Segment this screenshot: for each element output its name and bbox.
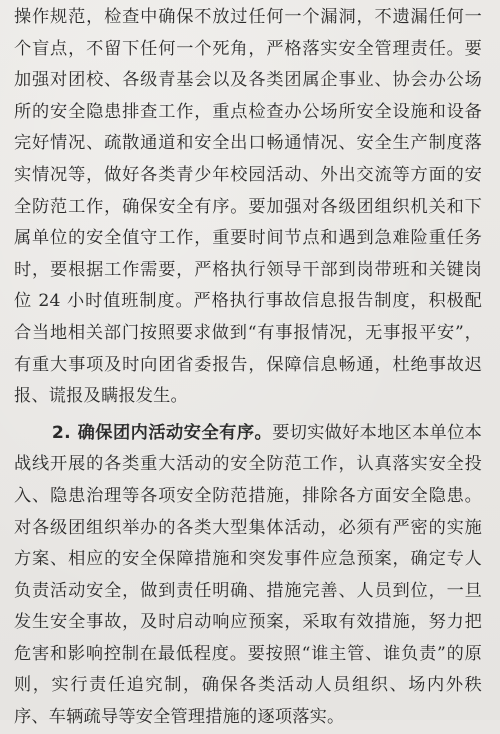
body-paragraph-2 (14, 418, 482, 734)
body-paragraph-1: 操作规范，检查中确保不放过任何一个漏洞，不遗漏任何一个盲点，不留下任何一个死角，严格落实安全管理责任。要加强对团校、各级青基会以及各类团属企事业、协会办公场所的安全隐患排查工作，重点检查办公场所安全设施和设备完好情况、疏散通道和安全出口畅通情况、安全生产制度落实情况等，做好各类青少年校园活动、外出交流等方面的安全防范工作，确保安全有序。要加强对各级团组织机关和下属单位的安全值守工作，重要时间节点和遇到急难险重任务时，要根据工作需要，严格执行领导干部到岗带班和关键岗位 24 小时值班制度。严格执行事故信息报告制度，积极配合当地相关部门按照要求做到“有事报情况，无事报平安”，有重大事项及时向团省委报告，保障信息畅通，杜绝事故迟报、谎报及瞒报发生。 (14, 7, 482, 407)
section-heading-2: 2. 确保团内活动安全有序。 (51, 422, 273, 443)
section-2-text: 要切实做好本地区本单位本战线开展的各类重大活动的安全防范工作，认真落实安全投入、隐患治理等各项安全防范措施，排除各方面安全隐患。对各级团组织举办的各类大型集体活动，必须有严密的实施方案、相应的安全保障措施和突发事件应急预案，确定专人负责活动安全，做到责任明确、措施完善、人员到位，一旦发生安全事故，及时启动响应预案，采取有效措施，努力把危害和影响控制在最低程度。要按照“谁主管、谁负责”的原则，实行责任追究制，确保各类活动人员组织、场内外秩序、车辆疏导等安全管理措施的逐项落实。 (14, 422, 482, 728)
